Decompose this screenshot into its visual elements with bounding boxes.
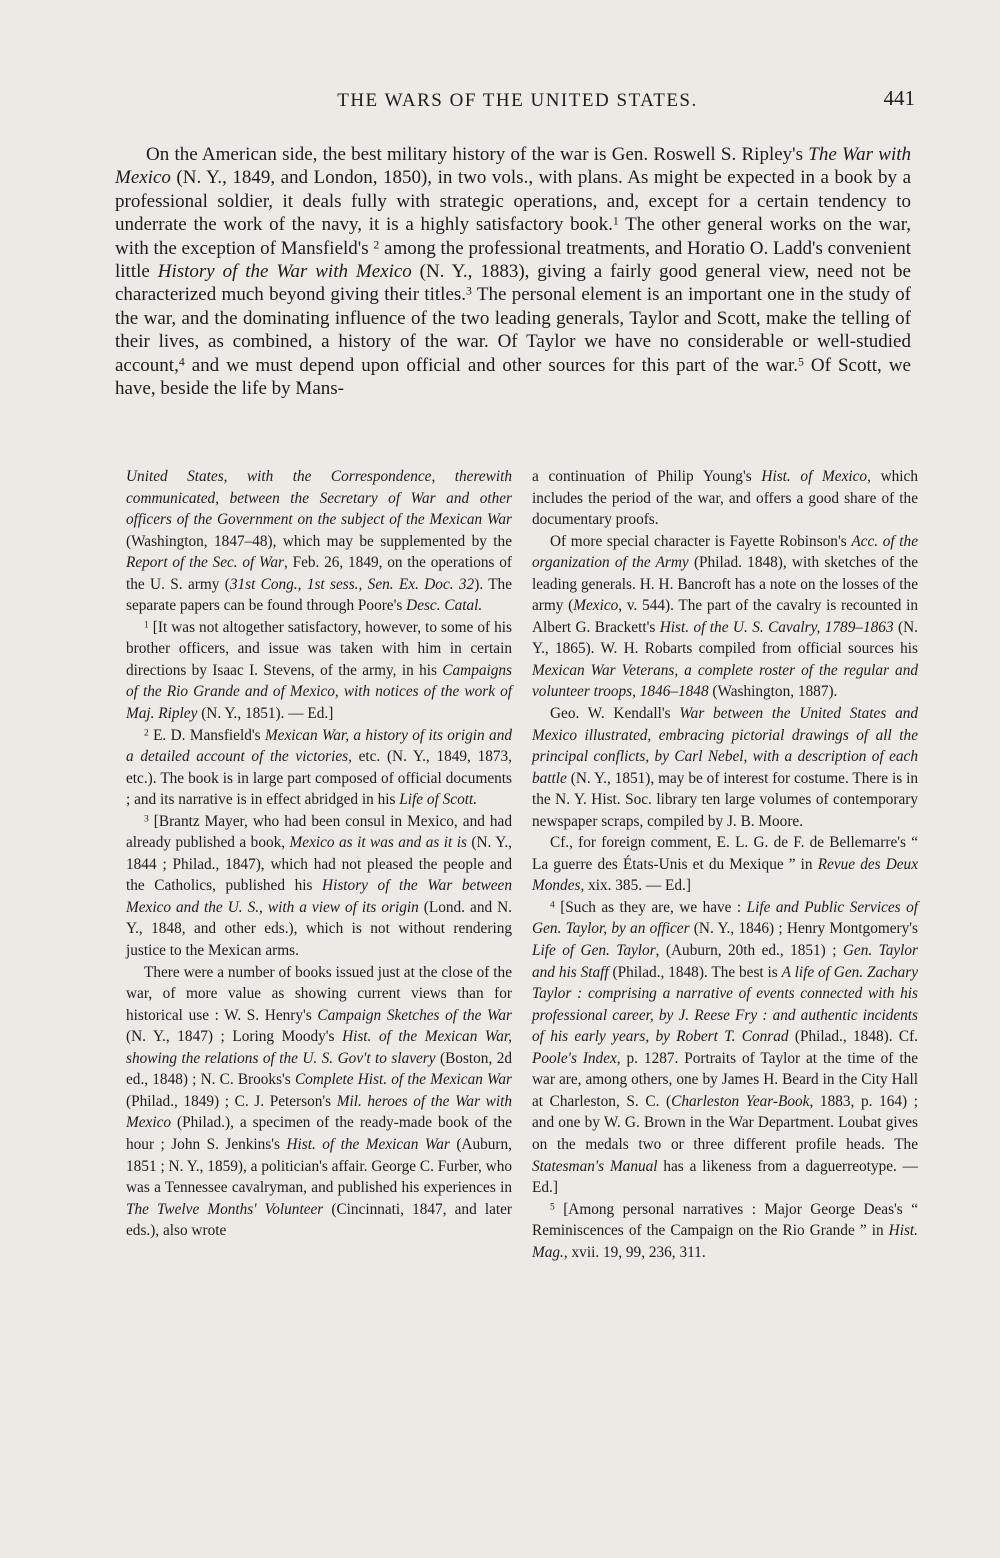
book-title: Revue des Deux Mondes: [532, 855, 918, 895]
book-title: Acc. of the organization of the Army: [532, 532, 918, 572]
footnote-4: [532, 897, 918, 1199]
book-title: Complete Hist. of the Mexican War: [294, 1071, 512, 1089]
text-run: , etc. (N. Y., 1849, 1873, etc.). The book is in large part composed of official documents ; and its narrative is in effect abridged in his: [126, 748, 512, 809]
book-title: Mexican War, a history of its origin and a detailed account of the victories: [126, 726, 512, 766]
text-run: a continuation of Philip Young's: [532, 468, 762, 485]
footnote-number: 3: [144, 814, 149, 825]
book-title: History of the War with Mexico: [157, 261, 412, 283]
text-run: (N. Y., 1847) ; Loring Moody's: [126, 1028, 343, 1046]
book-title: Hist. of the U. S. Cavalry, 1789–1863: [659, 618, 894, 636]
text-run: (Philad. 1848), with sketches of the leading generals. H. H. Bancroft has a note on the losses of the army (: [532, 554, 919, 615]
text-run: (N. Y., 1851). — Ed.]: [197, 705, 334, 723]
footnote-continuation: [126, 466, 512, 617]
footnote-paragraph: [532, 531, 918, 703]
text-run: , p. 1287. Portraits of Taylor at the time of the war are, among others, one by James H. Beard in the City Hall at Charleston, S. C. (: [532, 1049, 919, 1110]
page-number: 441: [883, 86, 915, 110]
book-title: Charleston Year-Book: [671, 1092, 810, 1110]
text-run: , which includes the period of the war, and offers a good share of the documentary proofs.: [532, 468, 918, 529]
footnotes-left-column: [126, 466, 512, 1242]
book-title: Poole's Index: [532, 1049, 617, 1067]
book-title: The Twelve Months' Volunteer: [126, 1200, 324, 1218]
page-header: [120, 86, 915, 126]
book-title: Campaigns of the Rio Grande and of Mexico, with notices of the work of Maj. Ripley: [126, 661, 512, 723]
text-run: (N. Y., 1844 ; Philad., 1847), which had not pleased the people and the Catholics, published his: [126, 834, 512, 895]
footnote-number: 1: [144, 620, 149, 631]
book-title: Life and Public Services of Gen. Taylor, by an officer: [532, 898, 918, 938]
main-paragraph: [115, 143, 911, 400]
text-run: There were a number of books issued just at the close of the war, of more value as showing current views than for historical use : W. S. Henry's: [126, 963, 512, 1024]
footnote-ref: 4: [178, 355, 185, 369]
text-run: [Brantz Mayer, who had been consul in Mexico, and had already published a book,: [126, 812, 512, 852]
text-run: and we must depend upon official and other sources for this part of the war.: [184, 354, 798, 376]
text-run: [Among personal narratives : Major George Deas's “ Reminiscences of the Campaign on the Rio Grande ” in: [532, 1200, 918, 1240]
footnote-ref: 5: [797, 355, 804, 369]
text-run: (Philad.), a specimen of the ready-made book of the hour ; John S. Jenkins's: [126, 1114, 512, 1153]
footnotes-right-column: [532, 466, 918, 1263]
footnote-1: [126, 617, 512, 725]
text-run: (Lond. and N. Y., 1848, and other eds.), which is not without rendering justice to the Mexican arms.: [126, 898, 512, 960]
text-run: Of Scott, we have, beside the life by Mans-: [115, 354, 911, 400]
book-title: Hist. of Mexico: [761, 468, 868, 485]
book-title: Hist. of the Mexican War: [286, 1135, 450, 1153]
footnote-ref: 1: [612, 214, 619, 228]
text-run: , xix. 385. — Ed.]: [580, 877, 691, 895]
footnote-paragraph: [532, 703, 918, 832]
text-run: Cf., for foreign comment, E. L. G. de F. de Bellemarre's “ La guerre des États-Unis et du Mexique ” in: [532, 834, 918, 873]
book-title: Life of Scott.: [399, 791, 478, 809]
book-title: United States, with the Correspondence, therewith communicated, between the Secretary of War and other officers of the Government on the subject of the Mexican War: [126, 468, 512, 529]
text-run: , v. 544). The part of the cavalry is recounted in Albert G. Brackett's: [532, 597, 918, 636]
book-title: War between the United States and Mexico illustrated, embracing pictorial drawings of all the principal conflicts, by Carl Nebel, with a description of each battle: [532, 705, 919, 787]
book-title: Campaign Sketches of the War: [317, 1006, 512, 1024]
text-run: (Cincinnati, 1847, and later eds.), also wrote: [126, 1200, 512, 1240]
text-run: (Philad., 1849) ; C. J. Peterson's: [126, 1092, 337, 1110]
text-run: , 1883, p. 164) ; and one by W. G. Brown in the War Department. Loubat gives on the medals two or three different profile heads. The: [532, 1092, 918, 1153]
book-title: Report of the Sec. of War: [126, 554, 284, 572]
footnote-number: 4: [550, 900, 555, 911]
book-title: Statesman's Manual: [532, 1157, 658, 1175]
text-run: [It was not altogether satisfactory, however, to some of his brother officers, and issue was taken with him in certain directions by Isaac I. Stevens, of the army, in his: [126, 618, 512, 679]
text-run: (N. Y., 1865). W. H. Robarts compiled from official sources his: [532, 618, 918, 658]
footnote-number: 5: [550, 1202, 555, 1213]
book-title: Hist. Mag.: [532, 1222, 918, 1261]
book-title: Gen. Taylor and his Staff: [532, 942, 918, 981]
text-run: has a likeness from a daguerreotype. — Ed.]: [532, 1157, 918, 1197]
text-run: (Philad., 1848). Cf.: [788, 1028, 918, 1046]
text-run: , (Auburn, 20th ed., 1851) ;: [655, 942, 843, 960]
footnote-ref: 2: [373, 238, 380, 252]
book-title: Hist. of the Mexican War, showing the relations of the U. S. Gov't to slavery: [126, 1028, 513, 1067]
running-title: THE WARS OF THE UNITED STATES.: [337, 90, 698, 111]
book-title: History of the War between Mexico and the U. S., with a view of its origin: [126, 877, 512, 916]
book-title: Mexico: [573, 597, 619, 615]
book-title: The War with Mexico: [115, 144, 911, 189]
footnote-5: [532, 1199, 918, 1264]
text-run: The personal element is an important one in the study of the war, and the dominating influence of the two leading generals, Taylor and Scott, make the telling of their lives, as combined, a history of the war. Of Taylor we have no considerable or well-studied account,: [115, 284, 911, 376]
text-run: The other general works on the war, with the exception of Mansfield's: [115, 214, 912, 259]
book-title: 31st Cong., 1st sess., Sen. Ex. Doc. 32: [229, 575, 475, 593]
text-run: E. D. Mansfield's: [148, 726, 265, 744]
text-run: (N. Y., 1849, and London, 1850), in two vols., with plans. As might be expected in a book by a professional soldier, it deals fully with strategic operations, and, except for a certain tendency to underrate the work of the navy, it is a highly satisfactory book.: [115, 167, 911, 236]
footnote-paragraph: [126, 962, 512, 1242]
footnote-3: [126, 811, 512, 962]
text-run: (Auburn, 1851 ; N. Y., 1859), a politician's affair. George C. Furber, who was a Tennessee cavalryman, and published his experiences in: [126, 1135, 512, 1197]
footnote-continuation: [532, 466, 918, 531]
text-run: , xvii. 19, 99, 236, 311.: [563, 1243, 706, 1261]
text-run: , Feb. 26, 1849, on the operations of the U. S. army (: [126, 554, 512, 593]
text-run: Geo. W. Kendall's: [550, 705, 680, 723]
book-title: Desc. Catal.: [406, 597, 483, 615]
book-title: Mexican War Veterans, a complete roster of the regular and volunteer troops, 1846–1848: [532, 661, 918, 701]
book-title: A life of Gen. Zachary Taylor : comprising a narrative of events connected with his professional career, by J. Reese Fry : and authentic incidents of his early years, by Robert T. Conrad: [532, 963, 918, 1046]
book-title: Life of Gen. Taylor: [532, 942, 656, 960]
text-run: (Boston, 2d ed., 1848) ; N. C. Brooks's: [126, 1049, 513, 1089]
text-run: (Washington, 1847–48), which may be supplemented by the: [126, 532, 512, 550]
text-run: ). The separate papers can be found through Poore's: [126, 575, 512, 615]
text-run: among the professional treatments, and Horatio O. Ladd's convenient little: [115, 237, 911, 283]
book-title: Mexico as it was and as it is: [289, 834, 467, 852]
text-run: (N. Y., 1846) ; Henry Montgomery's: [689, 920, 918, 938]
footnote-2: [126, 725, 512, 811]
text-run: Of more special character is Fayette Robinson's: [550, 532, 852, 550]
text-run: (N. Y., 1851), may be of interest for costume. There is in the N. Y. Hist. Soc. library ten large volumes of contemporary newspaper scraps, compiled by J. B. Moore.: [532, 769, 918, 830]
text-run: (Washington, 1887).: [708, 683, 838, 701]
text-run: On the American side, the best military history of the war is Gen. Roswell S. Ripley's: [146, 144, 809, 165]
footnote-paragraph: [532, 832, 918, 897]
book-title: Mil. heroes of the War with Mexico: [126, 1092, 512, 1132]
footnote-number: 2: [144, 728, 149, 739]
text-run: (N. Y., 1883), giving a fairly good general view, need not be characterized much beyond giving their titles.: [115, 261, 911, 306]
main-text: [115, 143, 911, 400]
text-run: (Philad., 1848). The best is: [608, 963, 782, 981]
footnote-ref: 3: [466, 285, 472, 299]
text-run: [Such as they are, we have :: [554, 898, 747, 916]
